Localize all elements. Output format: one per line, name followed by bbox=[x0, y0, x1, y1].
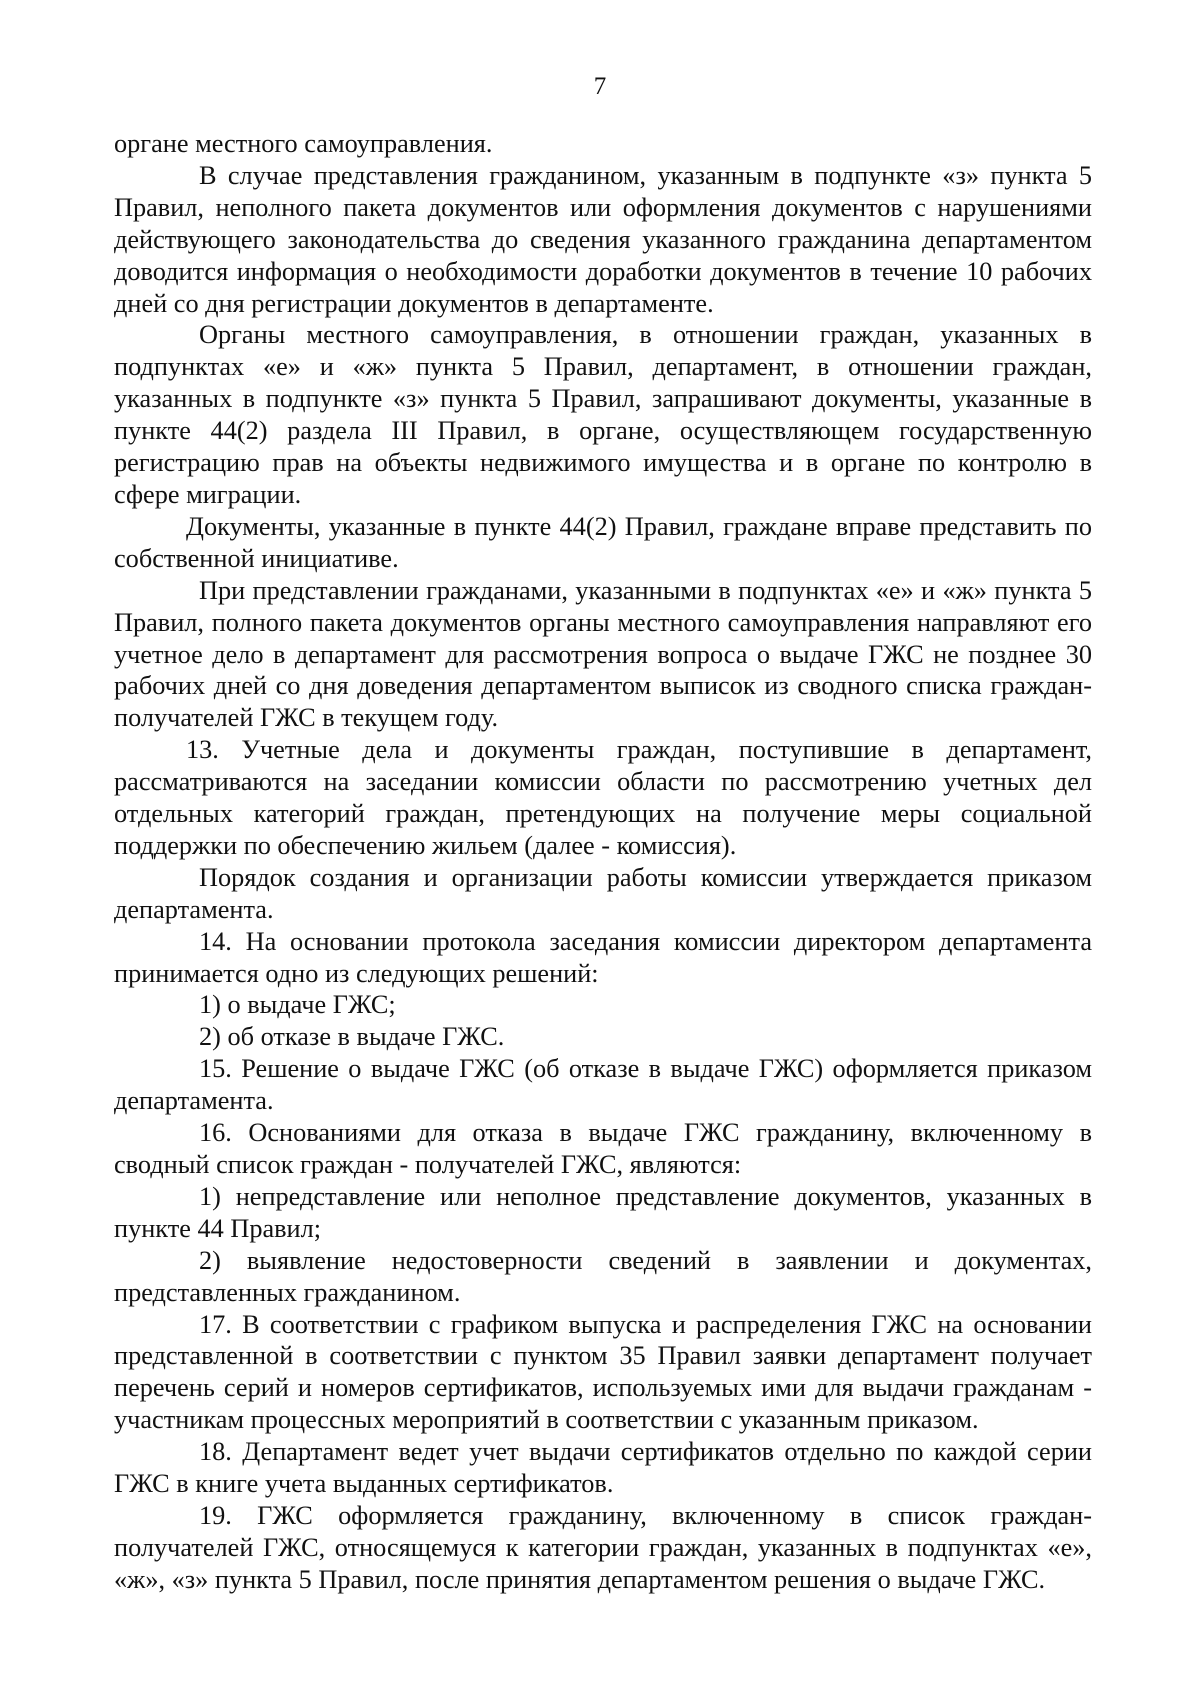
page-number: 7 bbox=[593, 73, 607, 100]
paragraph-incomplete-documents: В случае представления гражданином, указанным в подпункте «з» пункта 5 Правил, неполного пакета документов или оформления документов с нарушениями действующего законодательства до сведения указанного гражданина департаментом доводится информация о необходимости доработки документов в течение 10 рабочих дней со дня регистрации документов в департаменте. bbox=[114, 160, 1092, 318]
paragraph-item-17: 17. В соответствии с графиком выпуска и распределения ГЖС на основании представленной в соответствии с пунктом 35 Правил заявки департамент получает перечень серий и номеров сертификатов, используемых ими для выдачи гражданам - участникам процессных мероприятий в соответствии с указанным приказом. bbox=[114, 1309, 1092, 1435]
paragraph-full-package: При представлении гражданами, указанными в подпунктах «е» и «ж» пункта 5 Правил, полного пакета документов органы местного самоуправления направляют его учетное дело в департамент для рассмотрения вопроса о выдаче ГЖС не позднее 30 рабочих дней со дня доведения департаментом выписок из сводного списка граждан-получателей ГЖС в текущем году. bbox=[114, 575, 1092, 733]
paragraph-item-18: 18. Департамент ведет учет выдачи сертификатов отдельно по каждой серии ГЖС в книге учета выданных сертификатов. bbox=[114, 1437, 1092, 1499]
paragraph-item-14-2: 2) об отказе в выдаче ГЖС. bbox=[199, 1022, 505, 1052]
paragraph-item-14-1: 1) о выдаче ГЖС; bbox=[199, 990, 396, 1020]
paragraph-own-initiative: Документы, указанные в пункте 44(2) Правил, граждане вправе представить по собственной инициативе. bbox=[114, 511, 1092, 573]
paragraph-item-13: 13. Учетные дела и документы граждан, поступившие в департамент, рассматриваются на заседании комиссии области по рассмотрению учетных дел отдельных категорий граждан, претендующих на получение меры социальной поддержки по обеспечению жильем (далее - комиссия). bbox=[114, 735, 1092, 860]
paragraph-item-14: 14. На основании протокола заседания комиссии директором департамента принимается одно из следующих решений: bbox=[114, 926, 1092, 988]
paragraph-document-requests: Органы местного самоуправления, в отношении граждан, указанных в подпунктах «е» и «ж» пункта 5 Правил, департамент, в отношении граждан, указанных в подпункте «з» пункта 5 Правил, запрашивают документы, указанные в пункте 44(2) раздела III Правил, в органе, осуществляющем государственную регистрацию прав на объекты недвижимого имущества и в органе по контролю в сфере миграции. bbox=[114, 320, 1092, 509]
paragraph-commission-procedure: Порядок создания и организации работы комиссии утверждается приказом департамента. bbox=[114, 862, 1092, 924]
paragraph-item-19: 19. ГЖС оформляется гражданину, включенному в список граждан-получателей ГЖС, относящемуся к категории граждан, указанных в подпунктах «е», «ж», «з» пункта 5 Правил, после принятия департаментом решения о выдаче ГЖС. bbox=[114, 1500, 1092, 1594]
paragraph-continuation: органе местного самоуправления. bbox=[114, 129, 493, 158]
paragraph-item-16-1: 1) непредставление или неполное представление документов, указанных в пункте 44 Правил; bbox=[114, 1181, 1092, 1243]
paragraph-item-16: 16. Основаниями для отказа в выдаче ГЖС гражданину, включенному в сводный список граждан - получателей ГЖС, являются: bbox=[114, 1118, 1092, 1179]
document-body bbox=[114, 128, 1092, 1596]
paragraph-item-15: 15. Решение о выдаче ГЖС (об отказе в выдаче ГЖС) оформляется приказом департамента. bbox=[114, 1054, 1092, 1116]
paragraph-item-16-2: 2) выявление недостоверности сведений в заявлении и документах, представленных гражданином. bbox=[114, 1245, 1092, 1307]
